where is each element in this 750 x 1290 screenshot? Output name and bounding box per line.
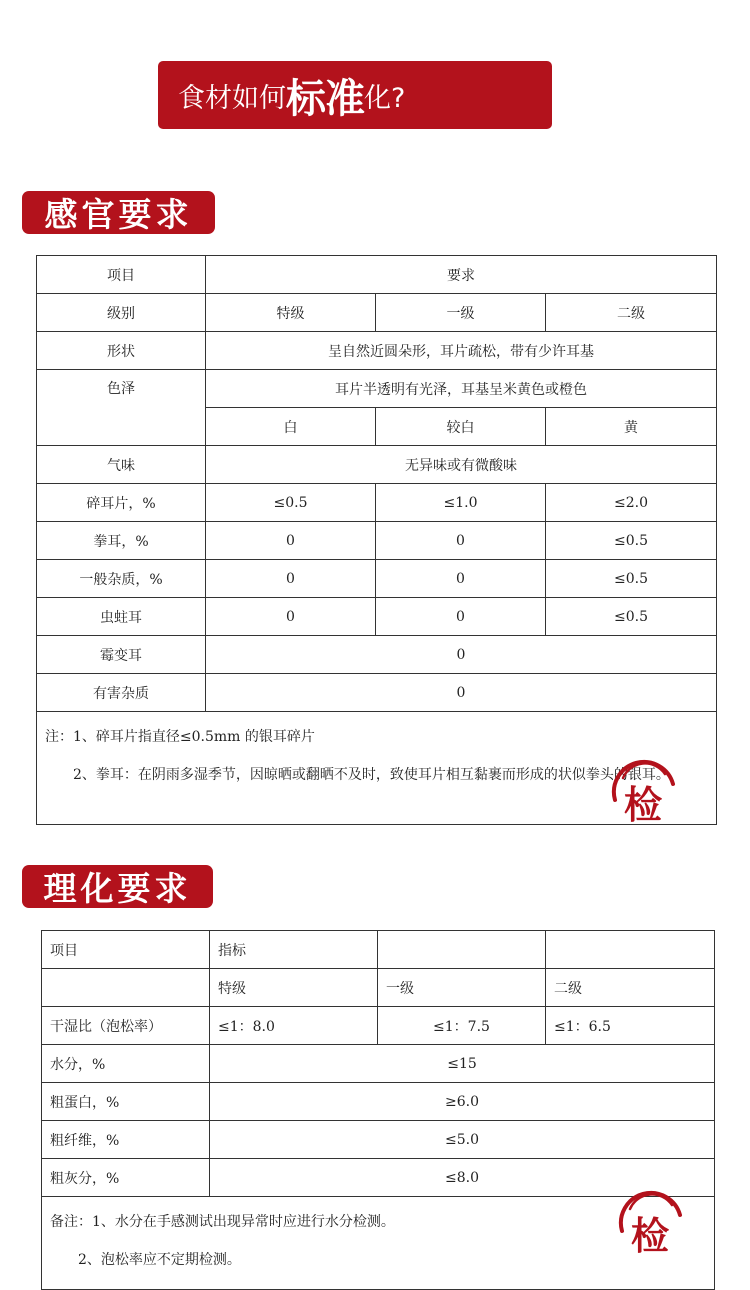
color-label: 色泽 xyxy=(37,370,206,446)
title-banner xyxy=(158,61,552,129)
table-row xyxy=(37,674,717,712)
table-row xyxy=(42,1007,715,1045)
color-g3: 黄 xyxy=(546,408,717,446)
row-g3: ≤0.5 xyxy=(546,522,717,560)
color-value: 耳片半透明有光泽，耳基呈米黄色或橙色 xyxy=(206,370,717,408)
header-empty xyxy=(378,931,546,969)
header-index: 指标 xyxy=(210,931,378,969)
grade-second: 二级 xyxy=(546,969,715,1007)
physchem-section-tag: 理化要求 xyxy=(22,865,213,908)
table-row xyxy=(37,256,717,294)
title-part1: 食材如何 xyxy=(178,82,286,114)
row-g2: ≤1.0 xyxy=(376,484,546,522)
smell-label: 气味 xyxy=(37,446,206,484)
row-g3: ≤2.0 xyxy=(546,484,717,522)
grade-first: 一级 xyxy=(378,969,546,1007)
grade-label: 级别 xyxy=(37,294,206,332)
shape-label: 形状 xyxy=(37,332,206,370)
grade-special: 特级 xyxy=(210,969,378,1007)
row-g2: 0 xyxy=(376,598,546,636)
row-label: 粗纤维，% xyxy=(42,1121,210,1159)
note-line-2: 2、泡松率应不定期检测。 xyxy=(78,1252,241,1268)
row-g1: ≤0.5 xyxy=(206,484,376,522)
sensory-table xyxy=(36,255,717,825)
grade-empty xyxy=(42,969,210,1007)
row-label: 粗蛋白，% xyxy=(42,1083,210,1121)
table-row xyxy=(42,969,715,1007)
smell-value: 无异味或有微酸味 xyxy=(206,446,717,484)
ratio-g3: ≤1：6.5 xyxy=(546,1007,715,1045)
table-row xyxy=(37,446,717,484)
table-row xyxy=(37,332,717,370)
sensory-section-tag: 感官要求 xyxy=(22,191,215,234)
row-g2: 0 xyxy=(376,522,546,560)
row-label: 水分，% xyxy=(42,1045,210,1083)
row-label: 一般杂质，% xyxy=(37,560,206,598)
row-label: 碎耳片，% xyxy=(37,484,206,522)
mold-value: 0 xyxy=(206,636,717,674)
table-row xyxy=(42,1045,715,1083)
row-g1: 0 xyxy=(206,598,376,636)
row-value: ≤5.0 xyxy=(210,1121,715,1159)
stamp-char: 检 xyxy=(623,782,662,827)
row-value: ≤8.0 xyxy=(210,1159,715,1197)
row-g1: 0 xyxy=(206,522,376,560)
ratio-g1: ≤1：8.0 xyxy=(210,1007,378,1045)
table-row xyxy=(37,636,717,674)
inspection-stamp xyxy=(603,754,683,834)
harmful-value: 0 xyxy=(206,674,717,712)
table-row xyxy=(37,560,717,598)
note-line-2: 2、拳耳：在阴雨多湿季节，因晾晒或翻晒不及时，致使耳片相互黏裹而形成的状似拳头的银耳。 xyxy=(73,767,670,783)
table-row xyxy=(37,522,717,560)
title-part3: 化? xyxy=(364,82,406,114)
grade-first: 一级 xyxy=(376,294,546,332)
header-empty xyxy=(546,931,715,969)
table-row xyxy=(42,1083,715,1121)
table-row xyxy=(37,370,717,408)
note-line-1: 注：1、碎耳片指直径≤0.5mm 的银耳碎片 xyxy=(45,729,315,745)
table-row xyxy=(42,931,715,969)
note-line-1: 备注：1、水分在手感测试出现异常时应进行水分检测。 xyxy=(50,1214,395,1230)
row-label: 拳耳，% xyxy=(37,522,206,560)
ratio-label: 干湿比（泡松率） xyxy=(42,1007,210,1045)
ratio-g2: ≤1：7.5 xyxy=(378,1007,546,1045)
stamp-char: 检 xyxy=(630,1213,669,1258)
table-row xyxy=(37,294,717,332)
row-g2: 0 xyxy=(376,560,546,598)
row-label: 虫蛀耳 xyxy=(37,598,206,636)
row-value: ≥6.0 xyxy=(210,1083,715,1121)
color-g2: 较白 xyxy=(376,408,546,446)
inspection-stamp xyxy=(610,1185,690,1265)
header-item: 项目 xyxy=(42,931,210,969)
grade-second: 二级 xyxy=(546,294,717,332)
header-requirement: 要求 xyxy=(206,256,717,294)
row-g3: ≤0.5 xyxy=(546,598,717,636)
harmful-label: 有害杂质 xyxy=(37,674,206,712)
mold-label: 霉变耳 xyxy=(37,636,206,674)
table-row xyxy=(37,484,717,522)
row-value: ≤15 xyxy=(210,1045,715,1083)
row-label: 粗灰分，% xyxy=(42,1159,210,1197)
row-g3: ≤0.5 xyxy=(546,560,717,598)
row-g1: 0 xyxy=(206,560,376,598)
table-row xyxy=(37,598,717,636)
color-g1: 白 xyxy=(206,408,376,446)
table-row xyxy=(42,1121,715,1159)
shape-value: 呈自然近圆朵形，耳片疏松，带有少许耳基 xyxy=(206,332,717,370)
header-item: 项目 xyxy=(37,256,206,294)
title-part2: 标准 xyxy=(286,75,364,122)
grade-special: 特级 xyxy=(206,294,376,332)
